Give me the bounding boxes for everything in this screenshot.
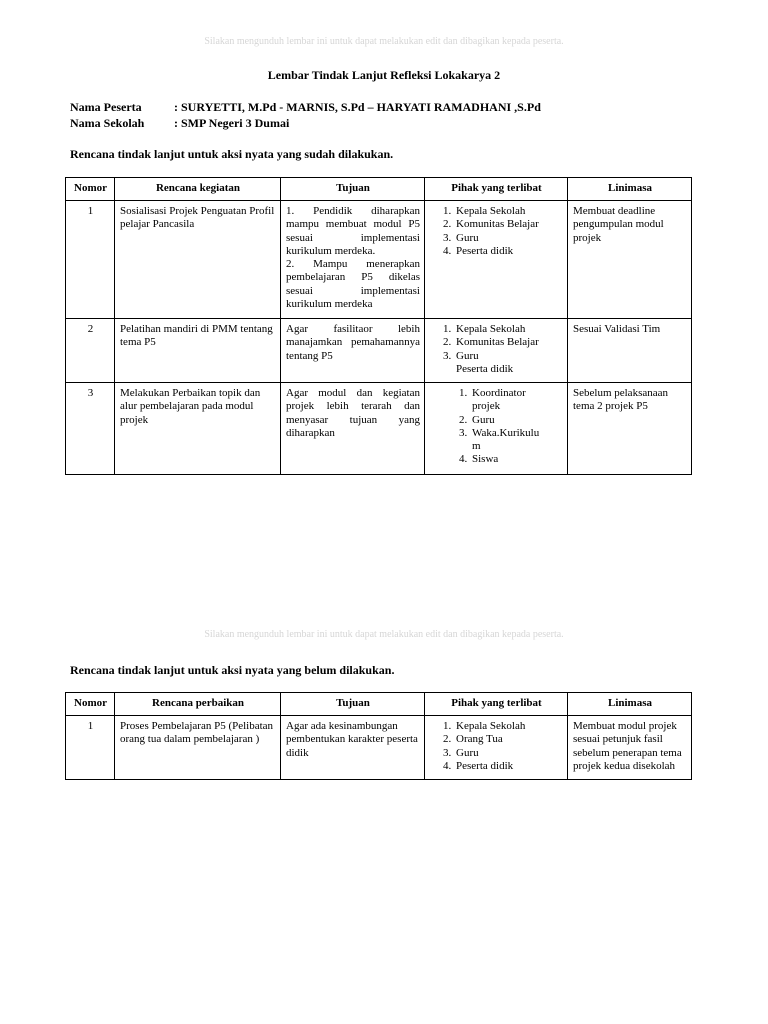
timeline-cell: Membuat modul projek sesuai petunjuk fasil sebelum penerapan tema projek kedua disekolah — [568, 716, 692, 780]
header-cell: Rencana perbaikan — [115, 693, 281, 716]
header-cell: Pihak yang terlibat — [425, 693, 568, 716]
section2-heading: Rencana tindak lanjut untuk aksi nyata yang belum dilakukan. — [70, 663, 395, 677]
table-row — [66, 383, 692, 475]
goal-cell: Agar modul dan kegiatan projek lebih terarah dan menyasar tujuan yang diharapkan — [281, 383, 425, 475]
done-actions-table — [65, 177, 692, 475]
table-header-row — [66, 693, 692, 716]
party-item: 4. Peserta didik — [454, 245, 563, 258]
row-number: 2 — [66, 319, 115, 383]
pending-actions-table — [65, 692, 692, 780]
plan-cell: Melakukan Perbaikan topik dan alur pembelajaran pada modul projek — [115, 383, 281, 475]
timeline-cell: Sebelum pelaksanaan tema 2 projek P5 — [568, 383, 692, 475]
goal-cell: Agar ada kesinambungan pembentukan karakter peserta didik — [281, 716, 425, 780]
header-cell: Tujuan — [281, 693, 425, 716]
party-item: 3. Guru — [454, 232, 563, 245]
party-item: 1. Koordinator projek — [470, 387, 541, 414]
table-row — [66, 201, 692, 319]
header-cell: Linimasa — [568, 693, 692, 716]
participant-label: Nama Peserta — [70, 100, 142, 114]
header-cell: Rencana kegiatan — [115, 178, 281, 201]
header-cell: Linimasa — [568, 178, 692, 201]
participant-value: : SURYETTI, M.Pd - MARNIS, S.Pd – HARYATI RAMADHANI ,S.Pd — [174, 100, 541, 114]
goal-item: 2. Mampu menerapkan pembelajaran P5 dikelas sesuai implementasi kurikulum merdeka — [286, 258, 420, 311]
header-cell: Nomor — [66, 178, 115, 201]
school-label: Nama Sekolah — [70, 116, 145, 130]
party-item: 4. Siswa — [470, 453, 541, 466]
party-item: 1. Kepala Sekolah — [454, 323, 563, 336]
row-number: 1 — [66, 201, 115, 319]
plan-cell: Proses Pembelajaran P5 (Pelibatan orang tua dalam pembelajaran ) — [115, 716, 281, 780]
party-item: 2. Komunitas Belajar — [454, 336, 563, 349]
party-extra: Peserta didik — [456, 362, 514, 375]
party-item: 2. Komunitas Belajar — [454, 218, 563, 231]
parties-cell — [425, 716, 568, 780]
row-number: 3 — [66, 383, 115, 475]
party-item: 3. Guru — [454, 350, 563, 363]
school-value: : SMP Negeri 3 Dumai — [174, 116, 290, 130]
parties-cell — [425, 201, 568, 319]
party-item: 3. Waka.Kurikulum — [470, 427, 541, 454]
school-info — [70, 116, 289, 131]
goal-item: 1. Pendidik diharapkan mampu membuat modul P5 sesuai implementasi kurikulum merdeka. — [286, 205, 420, 257]
timeline-cell: Membuat deadline pengumpulan modul projek — [568, 201, 692, 319]
party-item: 3. Guru — [454, 747, 563, 760]
party-item: 4. Peserta didik — [454, 760, 563, 773]
parties-cell — [425, 383, 568, 475]
watermark-top: Silakan mengunduh lembar ini untuk dapat melakukan edit dan dibagikan kepada peserta. — [204, 36, 564, 47]
plan-cell: Sosialisasi Projek Penguatan Profil pelajar Pancasila — [115, 201, 281, 319]
table-row — [66, 319, 692, 383]
row-number: 1 — [66, 716, 115, 780]
plan-cell: Pelatihan mandiri di PMM tentang tema P5 — [115, 319, 281, 383]
section1-heading: Rencana tindak lanjut untuk aksi nyata yang sudah dilakukan. — [70, 147, 394, 161]
goal-cell — [281, 201, 425, 319]
party-item: 2. Orang Tua — [454, 733, 563, 746]
watermark-bottom: Silakan mengunduh lembar ini untuk dapat melakukan edit dan dibagikan kepada peserta. — [204, 629, 564, 640]
party-item: 2. Guru — [470, 414, 541, 427]
participant-info — [70, 100, 541, 115]
table-header-row — [66, 178, 692, 201]
party-item: 1. Kepala Sekolah — [454, 720, 563, 733]
table-row — [66, 716, 692, 780]
header-cell: Pihak yang terlibat — [425, 178, 568, 201]
goal-cell: Agar fasilitaor lebih manajamkan pemahamannya tentang P5 — [281, 319, 425, 383]
timeline-cell: Sesuai Validasi Tim — [568, 319, 692, 383]
header-cell: Nomor — [66, 693, 115, 716]
parties-cell — [425, 319, 568, 383]
page-title: Lembar Tindak Lanjut Refleksi Lokakarya 2 — [267, 68, 501, 82]
party-item: 1. Kepala Sekolah — [454, 205, 563, 218]
header-cell: Tujuan — [281, 178, 425, 201]
